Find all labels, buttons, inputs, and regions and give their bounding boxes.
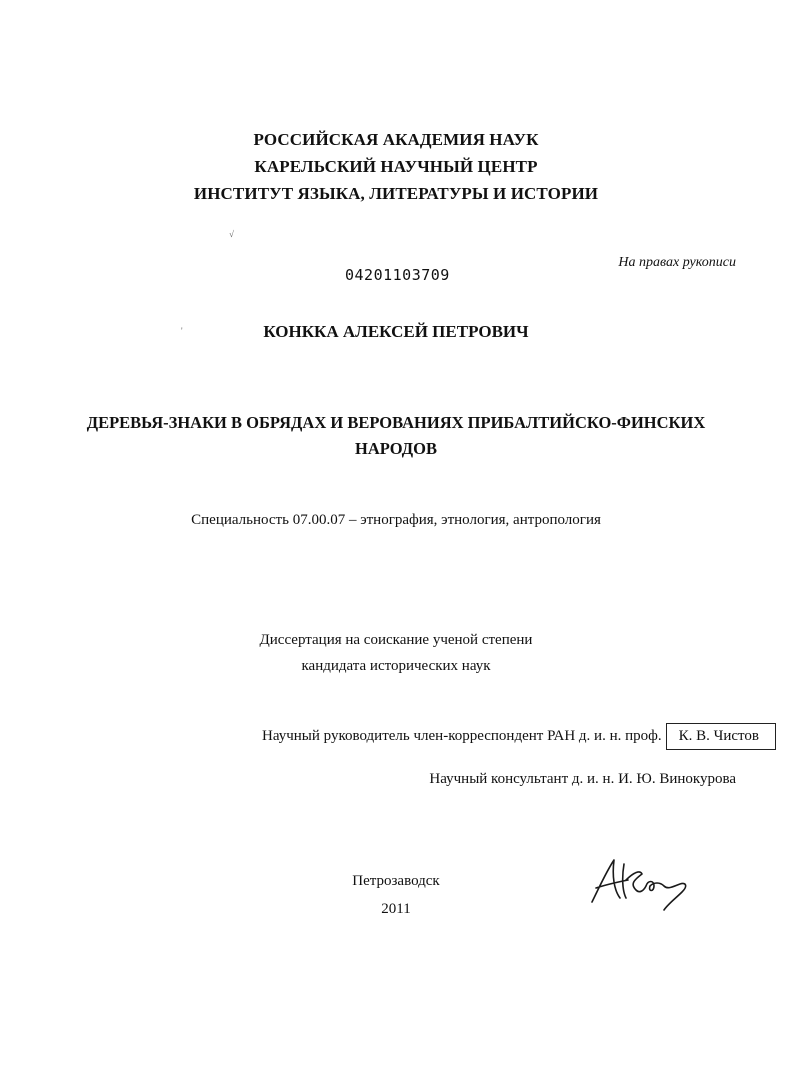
year: 2011 bbox=[381, 901, 411, 917]
degree-line-1: Диссертация на соискание ученой степени bbox=[259, 632, 533, 648]
degree-line-2: кандидата исторических наук bbox=[301, 658, 491, 674]
consultant: Научный консультант д. и. н. И. Ю. Винокурова bbox=[429, 771, 736, 787]
specialty: Специальность 07.00.07 – этнография, этнология, антропология bbox=[191, 512, 601, 528]
scan-mark: √ bbox=[229, 229, 234, 239]
signature-image bbox=[584, 850, 704, 920]
rights-note: На правах рукописи bbox=[618, 255, 736, 270]
title-line-2: НАРОДОВ bbox=[355, 439, 437, 458]
city: Петрозаводск bbox=[352, 873, 440, 889]
degree-statement bbox=[0, 627, 792, 679]
institution-line-3: ИНСТИТУТ ЯЗЫКА, ЛИТЕРАТУРЫ И ИСТОРИИ bbox=[193, 184, 599, 203]
institution-line-1: РОССИЙСКАЯ АКАДЕМИЯ НАУК bbox=[253, 130, 539, 149]
archive-code: 04201103709 bbox=[345, 266, 450, 284]
advisor-label: Научный руководитель член-корреспондент РАН д. и. н. проф. bbox=[262, 728, 662, 744]
advisor-row bbox=[262, 723, 776, 750]
title-line-1: ДЕРЕВЬЯ-ЗНАКИ В ОБРЯДАХ И ВЕРОВАНИЯХ ПРИБАЛТИЙСКО-ФИНСКИХ bbox=[86, 413, 706, 432]
dissertation-title bbox=[0, 410, 792, 462]
advisor-name: К. В. Чистов bbox=[666, 723, 776, 750]
scan-mark: ' bbox=[181, 326, 183, 336]
institution-line-2: КАРЕЛЬСКИЙ НАУЧНЫЙ ЦЕНТР bbox=[254, 157, 538, 176]
author-name: КОНККА АЛЕКСЕЙ ПЕТРОВИЧ bbox=[263, 322, 529, 341]
